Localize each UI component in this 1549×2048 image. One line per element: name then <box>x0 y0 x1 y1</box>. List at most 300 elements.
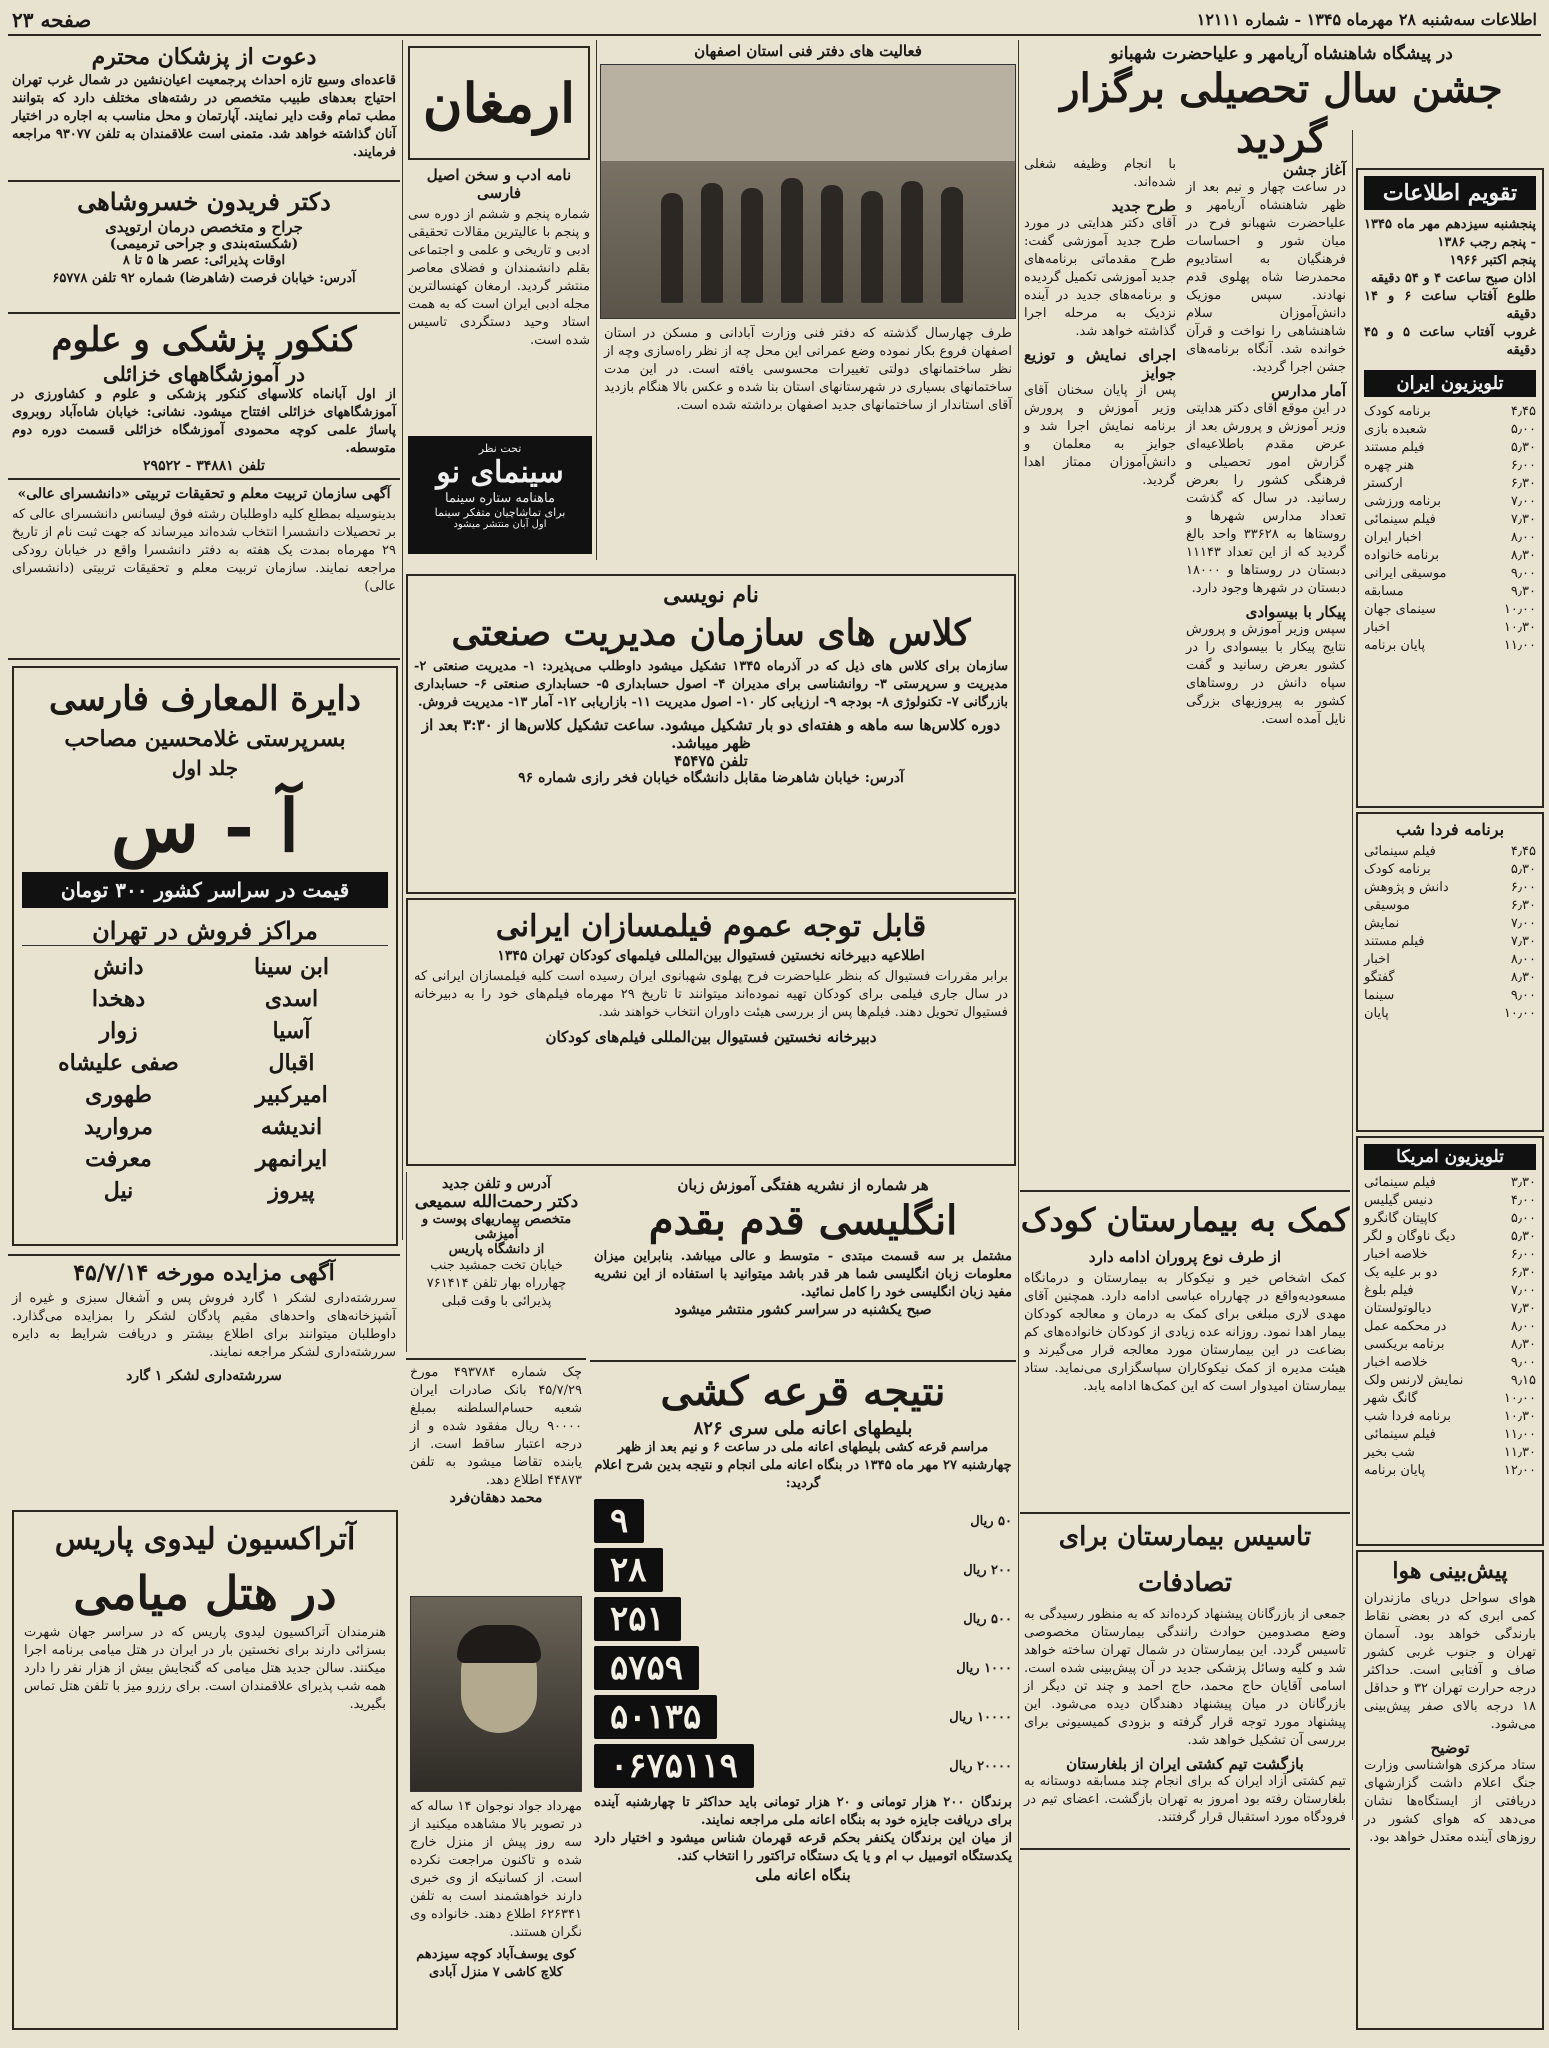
schedule-time: ۵٫۳۰ <box>1510 862 1536 877</box>
schedule-program: دنیس گیلیس <box>1364 1193 1433 1208</box>
schedule-row <box>1364 987 1536 1005</box>
english-kicker: هر شماره از نشریه هفتگی آموزش زبان <box>677 1176 929 1194</box>
khosroshahi-hours: اوقات پذیرائی: عصر ها ۵ تا ۸ <box>122 253 286 268</box>
shop-name: آسیا <box>272 1017 311 1044</box>
jashn-text: سپس وزیر آموزش و پرورش نتایج پیکار با بیسوادی را در کشور بعرض رسانید و گفت سپاه دانش در روستاهای کشور به پیروزیهای بزرگی نایل آمده است. <box>1186 622 1346 727</box>
dayereh-shops <box>22 946 388 1212</box>
schedule-row <box>1364 1390 1536 1408</box>
schedule-time: ۹٫۳۰ <box>1510 584 1536 599</box>
koodak-article <box>1020 1190 1350 1506</box>
jashn-text: در ساعت چهار و نیم بعد از ظهر شاهنشاه آریامهر و علیاحضرت شهبانو فرح در میان شور و احساسات فرهنگیان به استادیوم محمدرضا شاه پهلوی قدم نهادند. سپس موزیک دانش‌آموزان سلام شاهنشاهی را نواخت و قرآن خوانده شد. آنگاه برنامه‌های جشن اجرا گردید. <box>1186 180 1346 375</box>
dayereh-vol: جلد اول <box>171 756 239 780</box>
tv-tomorrow-title: برنامه فردا شب <box>1395 820 1505 839</box>
schedule-time: ۷٫۰۰ <box>1510 1283 1536 1298</box>
doctor-ad <box>8 42 400 182</box>
lottery-prize: ۱۰۰۰۰ ریال <box>949 1709 1012 1725</box>
isfahan-title: فعالیت های دفتر فنی استان اصفهان <box>694 42 922 60</box>
jashn-col1 <box>1182 156 1350 1186</box>
lottery-prize: ۵۰ ریال <box>970 1513 1012 1529</box>
shop-name: زوار <box>99 1017 138 1044</box>
rahmatollah-sub: متخصص بیماریهای پوست و آمیزشی <box>421 1212 572 1242</box>
film-ad <box>406 898 1016 1166</box>
tasadofat-title: تاسیس بیمارستان برای تصادفات <box>1058 1522 1312 1598</box>
schedule-program: نمایش <box>1364 916 1400 931</box>
missing-hair <box>457 1625 541 1663</box>
armaghan-sub: نامه ادب و سخن اصیل فارسی <box>426 166 572 202</box>
schedule-time: ۸٫۳۰ <box>1510 970 1536 985</box>
lottery-sub: بلیطهای اعانه ملی سری ۸۲۶ <box>693 1418 913 1439</box>
schedule-time: ۱۰٫۰۰ <box>1503 1391 1536 1406</box>
english-ad <box>590 1172 1016 1358</box>
schedule-program: برنامه ورزشی <box>1364 494 1441 509</box>
schedule-time: ۷٫۳۰ <box>1510 934 1536 949</box>
schedule-time: ۵٫۰۰ <box>1510 1211 1536 1226</box>
schedule-time: ۷٫۳۰ <box>1510 512 1536 527</box>
weather-title: پیش‌بینی هوا <box>1392 1558 1508 1584</box>
lottery-prize: ۲۰۰۰۰ ریال <box>949 1758 1012 1774</box>
schedule-program: فیلم مستند <box>1364 440 1425 455</box>
jashn-kicker: در پیشگاه شاهنشاه آریامهر و علیاحضرت شهبانو <box>1110 44 1453 64</box>
weather-note: ستاد مرکزی هواشناسی وزارت جنگ اعلام داشت گزارشهای دریافتی از ایستگاه‌ها نشان می‌دهد که هوای کشور در روزهای آینده معتدل خواهد بود. <box>1364 1758 1536 1845</box>
lottery-number: ۵۷۵۹ <box>594 1646 699 1690</box>
schedule-row <box>1364 547 1536 565</box>
schedule-program: ارکستر <box>1364 476 1403 491</box>
tv-iran-list <box>1364 403 1536 655</box>
schedule-program: برنامه خانواده <box>1364 548 1439 563</box>
dayereh-centers: مراکز فروش در تهران <box>22 916 388 946</box>
schedule-row <box>1364 843 1536 861</box>
schedule-row <box>1364 1228 1536 1246</box>
jashn-subhead: اجرای نمایش و توزیع جوایز <box>1024 346 1176 382</box>
photo-person <box>861 191 883 303</box>
armaghan-box <box>404 42 594 432</box>
namnevisi-title: کلاس های سازمان مدیریت صنعتی <box>451 612 971 654</box>
shop-name: دهخدا <box>91 985 146 1012</box>
schedule-row <box>1364 421 1536 439</box>
missing-foot: کوی یوسف‌آباد کوچه سیزدهم کلاچ کاشی ۷ منزل آبادی <box>416 1947 576 1980</box>
schedule-row <box>1364 601 1536 619</box>
schedule-program: در محکمه عمل <box>1364 1319 1447 1334</box>
schedule-program: فیلم سینمائی <box>1364 1427 1436 1442</box>
shop-name: اسدی <box>264 985 319 1012</box>
schedule-row <box>1364 529 1536 547</box>
photo-person <box>661 193 683 303</box>
schedule-row <box>1364 619 1536 637</box>
schedule-row <box>1364 457 1536 475</box>
sinama-title: سینمای نو <box>436 455 564 490</box>
konkoor-ad <box>8 318 400 480</box>
schedule-program: اخبار <box>1364 620 1390 635</box>
schedule-row <box>1364 861 1536 879</box>
taghvim-line: طلوع آفتاب ساعت ۶ و ۱۴ دقیقه <box>1364 289 1536 322</box>
schedule-row <box>1364 1336 1536 1354</box>
schedule-time: ۱۱٫۳۰ <box>1503 1445 1536 1460</box>
lottery-text2: برندگان ۲۰۰ هزار تومانی و ۲۰ هزار تومانی باید حداکثر تا چهارشنبه آینده برای دریافت جایزه خود به بنگاه اعانه ملی مراجعه نمایند. <box>594 1795 1012 1828</box>
jashn-subhead: طرح جدید <box>1111 197 1176 215</box>
photo-person <box>941 187 963 303</box>
tarbiat-title: آگهی سازمان تربیت معلم و تحقیقات تربیتی «دانشسرای عالی» <box>17 486 391 502</box>
shop-name: دانش <box>93 953 144 980</box>
taghvim-line: اذان صبح ساعت ۴ و ۵۴ دقیقه <box>1370 271 1536 286</box>
rahmatollah-name: دکتر رحمت‌الله سمیعی <box>414 1192 579 1212</box>
isfahan-photo <box>600 64 1016 319</box>
koodak-title: کمک به بیمارستان کودک <box>1020 1201 1350 1239</box>
schedule-time: ۱۰٫۰۰ <box>1503 1006 1536 1021</box>
tasadofat-text2: تیم کشتی آزاد ایران که برای انجام چند مسابقه دوستانه به بلغارستان رفته بود امروز به تهران بازگشت. اعضای تیم در فرودگاه مورد استقبال قرار گرفتند. <box>1024 1774 1346 1825</box>
schedule-program: پایان برنامه <box>1364 1463 1426 1478</box>
schedule-program: شعبده بازی <box>1364 422 1427 437</box>
lottery-title: نتیجه قرعه کشی <box>660 1368 946 1415</box>
tasadofat-news <box>1020 1512 1350 1844</box>
schedule-time: ۷٫۳۰ <box>1510 1301 1536 1316</box>
mozayede-foot: سررشته‌داری لشکر ۱ گارد <box>126 1368 282 1384</box>
schedule-program: دیگ ناوگان و لگر <box>1364 1229 1456 1244</box>
schedule-row <box>1364 439 1536 457</box>
schedule-program: گفتگو <box>1364 970 1395 985</box>
schedule-program: نمایش لارنس ولک <box>1364 1373 1464 1388</box>
koodak-text: کمک اشخاص خیر و نیکوکار به بیمارستان و درمانگاه مسعودیه‌واقع در چهارراه عباسی ادامه دارد. همچنین آقای مهدی لاری مبلغی برای کمک به درمان و معالجه کودکان بیمار اهدا نمود. روزانه عده زیادی از کودکان خانواده‌های کم بضاعت در این بیمارستان مورد معالجه قرار می‌گیرند و هیئت مدیره از کمک نیکوکاران سپاسگزاری می‌نماید. ستاد بیمارستان امیدوار است که این کمک‌ها ادامه یابد. <box>1024 1271 1346 1394</box>
schedule-time: ۶٫۳۰ <box>1510 1265 1536 1280</box>
schedule-row <box>1364 583 1536 601</box>
schedule-program: برنامه فردا شب <box>1364 1409 1452 1424</box>
sinama-foot: اول آبان منتشر میشود <box>453 519 547 530</box>
mozayede-title: آگهی مزایده مورخه ۴۵/۷/۱۴ <box>73 1260 335 1286</box>
schedule-row <box>1364 1210 1536 1228</box>
column-rule <box>596 40 597 560</box>
missing-photo <box>410 1596 582 1792</box>
schedule-row <box>1364 565 1536 583</box>
tv-america-box <box>1356 1136 1544 1546</box>
tv-america-list <box>1364 1174 1536 1480</box>
schedule-program: برنامه بریکسی <box>1364 1337 1445 1352</box>
schedule-row <box>1364 1318 1536 1336</box>
konkoor-sub: در آموزشگاههای خزائلی <box>103 362 305 386</box>
schedule-time: ۵٫۳۰ <box>1510 440 1536 455</box>
ladies-ad <box>12 1510 398 2030</box>
schedule-program: خلاصه اخبار <box>1364 1355 1428 1370</box>
schedule-time: ۸٫۳۰ <box>1510 548 1536 563</box>
schedule-row <box>1364 403 1536 421</box>
taghvim-line: پنجشنبه سیزدهم مهر ماه ۱۳۴۵ - پنجم رجب ۱۳۸۶ <box>1364 217 1536 250</box>
schedule-row <box>1364 933 1536 951</box>
dayereh-big: آ - س <box>111 783 299 868</box>
sinama-sub: ماهنامه ستاره سینما <box>445 491 555 506</box>
taghvim-box <box>1356 168 1544 808</box>
schedule-row <box>1364 1444 1536 1462</box>
lottery-number: ۹ <box>594 1499 644 1543</box>
schedule-row <box>1364 1005 1536 1023</box>
jashn-subhead: پیکار با بیسوادی <box>1245 603 1346 621</box>
lottery-row <box>594 1548 1012 1592</box>
tv-america-title: تلویزیون امریکا <box>1364 1144 1536 1170</box>
column-rule <box>1352 130 1353 1820</box>
lottery-text: مراسم قرعه کشی بلیطهای اعانه ملی در ساعت ۶ و نیم بعد از ظهر چهارشنبه ۲۷ مهر ماه ۱۳۴۵ در بنگاه اعانه ملی انجام و نتیجه بدین شرح اعلام گردید: <box>594 1440 1012 1491</box>
schedule-time: ۸٫۰۰ <box>1510 530 1536 545</box>
shop-name: ایرانمهر <box>255 1145 328 1172</box>
dayereh-ad <box>12 666 398 1246</box>
masthead-right: اطلاعات سه‌شنبه ۲۸ مهرماه ۱۳۴۵ - شماره ۱۲۱۱۱ <box>1196 10 1537 29</box>
mozayede-text: سررشته‌داری لشکر ۱ گارد فروش پس و آشغال سبزی و غیره از آشپزخانه‌های واحدهای مقیم پادگان لشکر را بمزایده می‌گذارد. داوطلبان میتوانند برای اطلاع بیشتر و دریافت شرایط به دایره سررشته‌داری لشکر مراجعه نمایند. <box>12 1291 396 1360</box>
schedule-program: موسیقی ایرانی <box>1364 566 1447 581</box>
photo-person <box>901 181 923 303</box>
schedule-time: ۸٫۰۰ <box>1510 1319 1536 1334</box>
khosroshahi-sub: جراح و متخصص درمان ارتوپدی <box>105 218 303 236</box>
lottery-number: ۰۶۷۵۱۱۹ <box>594 1744 754 1788</box>
schedule-program: دانش و پژوهش <box>1364 880 1449 895</box>
film-title: قابل توجه عموم فیلمسازان ایرانی <box>495 909 927 944</box>
armaghan-text: شماره پنجم و ششم از دوره سی و پنجم با عالیترین مقالات تحقیقی ادبی و تاریخی و علمی و اجتماعی بقلم دانشمندان و فضلای معاصر منتشر گردید. ارمغان کهنسالترین مجله ادبی ایران است که به همت استاد وحید دستگردی تاسیس شده است. <box>408 207 590 348</box>
schedule-time: ۹٫۰۰ <box>1510 1355 1536 1370</box>
tarbiat-text: بدینوسیله بمطلع کلیه داوطلبان رشته فوق لیسانس دانشسرای عالی که بر تحصیلات دانشسرا انتخاب شده‌اند میرساند که جهت ثبت نام از تاریخ ۲۹ مهرماه بمدت یک هفته به دفتر دانشسرا واقع در خیابان رودکی مراجعه نمایند. سازمان تربیت معلم و تحقیقات تربیتی (دانشسرای عالی) <box>12 507 396 594</box>
cheque-text: چک شماره ۴۹۳۷۸۴ مورخ ۴۵/۷/۲۹ بانک صادرات ایران شعبه حسام‌السلطنه بمبلغ ۹۰۰۰۰ ریال مفقود شده و از درجه اعتبار ساقط است. از یابنده تقاضا میشود به تلفن ۴۴۸۷۳ اطلاع دهد. <box>410 1365 582 1488</box>
english-text: مشتمل بر سه قسمت مبتدی - متوسط و عالی میباشد. بنابراین میزان معلومات زبان انگلیسی شما هر قدر باشد میتوانید با استفاده از این نشریه مفید زبان انگلیسی خود را کامل نمائید. <box>594 1249 1012 1300</box>
schedule-program: سینما <box>1364 988 1395 1003</box>
schedule-program: گانگ شهر <box>1364 1391 1418 1406</box>
konkoor-tel: تلفن ۳۴۸۸۱ - ۲۹۵۲۲ <box>143 458 265 474</box>
namnevisi-ad <box>406 574 1016 894</box>
shop-name: معرفت <box>85 1145 152 1172</box>
english-foot: صبح یکشنبه در سراسر کشور منتشر میشود <box>674 1302 932 1318</box>
lottery-row <box>594 1646 1012 1690</box>
shop-name: پیروز <box>268 1177 315 1204</box>
rahmatollah-ad <box>406 1172 586 1352</box>
tv-iran-title: تلویزیون ایران <box>1364 370 1536 397</box>
weather-box <box>1356 1550 1544 2030</box>
schedule-time: ۱۲٫۰۰ <box>1503 1463 1536 1478</box>
dayereh-price: قیمت در سراسر کشور ۳۰۰ تومان <box>22 872 388 908</box>
aragh-hidden <box>1020 1848 1350 1850</box>
photo-person <box>741 188 763 303</box>
taghvim-line: غروب آفتاب ساعت ۵ و ۴۵ دقیقه <box>1364 325 1536 358</box>
tasadofat-article <box>1020 1110 1022 1111</box>
schedule-row <box>1364 1462 1536 1480</box>
shop-name: صفی علیشاه <box>58 1049 179 1076</box>
lottery-row <box>594 1695 1012 1739</box>
schedule-time: ۱۱٫۰۰ <box>1503 638 1536 653</box>
shop-name: نیل <box>103 1177 134 1204</box>
shop-name: امیرکبیر <box>255 1081 328 1108</box>
schedule-row <box>1364 511 1536 529</box>
schedule-time: ۸٫۰۰ <box>1510 952 1536 967</box>
schedule-time: ۵٫۳۰ <box>1510 1229 1536 1244</box>
taghvim-line: پنجم اکتبر ۱۹۶۶ <box>1449 253 1536 268</box>
schedule-program: مسابقه <box>1364 584 1404 599</box>
khosroshahi-ad <box>8 186 400 314</box>
jashn-text: پس از پایان سخنان آقای وزیر آموزش و پرورش برنامه نمایش اجرا شد و جوایز به معلمان و دانش‌آموزان ممتاز اهدا گردید. <box>1024 383 1176 488</box>
schedule-program: شب بخیر <box>1364 1445 1415 1460</box>
schedule-time: ۷٫۰۰ <box>1510 916 1536 931</box>
schedule-program: فیلم بلوغ <box>1364 1283 1414 1298</box>
doctor-text: قاعده‌ای وسیع تازه احداث پرجمعیت اعیان‌نشین در شمال غرب تهران احتیاج بعدهای طبیب متخصص در رشته‌های مختلف دارد که بتوانند مطب تمام وقت دایر نمایند. آپارتمان و محل مناسب به اجاره در اختیار آنان گذاشته خواهد شد. متمنی است علاقمندان به تلفن ۹۳۰۷۷ مراجعه فرمایند. <box>12 73 396 160</box>
tarbiat-ad <box>8 484 400 660</box>
namnevisi-text: سازمان برای کلاس های ذیل که در آذرماه ۱۳۴۵ تشکیل میشود داوطلب می‌پذیرد: ۱- مدیریت صنعتی ۲- مدیریت و سرپرستی ۳- روانشناسی برای مدیران ۴- اصول حسابداری ۵- حسابداری صنعتی ۶- حسابداری بازرگانی ۷- تکنولوژی ۸- بودجه ۹- ارزیابی کار ۱۰- اصول مدیریت ۱۱- بازاریابی ۱۲- آمار ۱۳- مدیریت فروش. <box>414 659 1008 710</box>
rahmatollah-text: خیابان تخت جمشید جنب چهارراه بهار تلفن ۷۶۱۴۱۴ پذیرائی با وقت قبلی <box>426 1258 567 1309</box>
ladies-big: در هتل میامی <box>73 1566 337 1620</box>
schedule-time: ۴٫۴۵ <box>1510 404 1536 419</box>
photo-person <box>781 178 803 303</box>
lottery-numbers <box>594 1499 1012 1788</box>
schedule-time: ۵٫۰۰ <box>1510 422 1536 437</box>
jashn-subhead: آغاز جشن <box>1282 161 1346 179</box>
schedule-row <box>1364 969 1536 987</box>
schedule-program: هنر چهره <box>1364 458 1415 473</box>
film-sub: اطلاعیه دبیرخانه نخستین فستیوال بین‌المللی فیلمهای کودکان تهران ۱۳۴۵ <box>497 948 925 964</box>
schedule-program: فیلم سینمائی <box>1364 1175 1436 1190</box>
jashn-text: در این موقع آقای دکتر هدایتی وزیر آموزش و پرورش بعد از عرض مقدم باطلاعیه‌ای گزارش امور تحصیلی و فرهنگی کشور را بعرض رسانید. در سال که گذشت تعداد مدارس شهرها و روستاها به ۳۳۶۲۸ واحد بالغ گردید که از این تعداد ۱۱۱۴۳ دبستان در روستاها و ۱۸۰۰۰ دبستان در شهرها وجود دارد. <box>1186 401 1346 596</box>
jashn-subhead: آمار مدارس <box>1271 382 1346 400</box>
tasadofat-subhead: بازگشت تیم کشتی ایران از بلغارستان <box>1066 1755 1304 1773</box>
schedule-program: کاپیتان گانگرو <box>1364 1211 1438 1226</box>
schedule-time: ۹٫۱۵ <box>1510 1373 1536 1388</box>
english-title: انگلیسی قدم بقدم <box>648 1197 958 1244</box>
khosroshahi-sub2: (شکسته‌بندی و جراحی ترمیمی) <box>109 236 299 252</box>
sinama-ad <box>408 436 592 554</box>
schedule-row <box>1364 1426 1536 1444</box>
sinama-kicker: تحت نظر <box>478 442 522 455</box>
weather-text: هوای سواحل دریای مازندران کمی ابری که در بعضی نقاط بارندگی خواهد بود. آسمان تهران و جنوب غربی کشور صاف و آفتابی است. حداکثر درجه حرارت تهران ۳۲ و حداقل ۱۸ درجه بالای صفر پیش‌بینی می‌شود. <box>1364 1591 1537 1732</box>
lottery-box <box>590 1360 1016 2032</box>
schedule-time: ۱۰٫۰۰ <box>1503 602 1536 617</box>
lottery-foot: بنگاه اعانه ملی <box>755 1866 851 1884</box>
schedule-time: ۷٫۰۰ <box>1510 494 1536 509</box>
sinama-note: برای تماشاچیان متفکر سینما <box>434 506 566 519</box>
namnevisi-tel: تلفن ۴۵۴۷۵ <box>674 752 748 770</box>
schedule-row <box>1364 1246 1536 1264</box>
schedule-row <box>1364 915 1536 933</box>
schedule-program: دیالوتولستان <box>1364 1301 1432 1316</box>
schedule-time: ۶٫۰۰ <box>1510 1247 1536 1262</box>
lottery-row <box>594 1597 1012 1641</box>
masthead <box>8 6 1541 36</box>
lottery-prize: ۲۰۰ ریال <box>963 1562 1012 1578</box>
jashn-title: جشن سال تحصیلی برگزار گردید <box>1060 65 1503 162</box>
schedule-row <box>1364 951 1536 969</box>
lottery-number: ۲۸ <box>594 1548 663 1592</box>
shop-name: مروارید <box>84 1113 153 1140</box>
schedule-time: ۴٫۴۵ <box>1510 844 1536 859</box>
lottery-row <box>594 1499 1012 1543</box>
isfahan-caption: طرف چهارسال گذشته که دفتر فنی وزارت آبادانی و مسکن در استان اصفهان فروع بکار نموده وضع عمرانی این محل چه از نظر راه‌سازی وچه از نظر ساختمانهای دولتی تغییرات محسوسی یافته است. در این مدت ساختمانهای بسیاری در شهرستانهای استان بنا شده و عکس بالا هنگام بازدید آقای استاندار از ساختمانهای جدید اصفهان برداشته شده است. <box>604 326 1012 413</box>
schedule-row <box>1364 1354 1536 1372</box>
jashn-text: با انجام وظیفه شغلی شده‌اند. <box>1024 157 1176 190</box>
schedule-row <box>1364 879 1536 897</box>
mozayede-ad <box>8 1254 400 1504</box>
schedule-row <box>1364 1408 1536 1426</box>
lottery-number: ۲۵۱ <box>594 1597 681 1641</box>
schedule-program: پایان <box>1364 1006 1389 1021</box>
schedule-program: موسیقی <box>1364 898 1410 913</box>
khosroshahi-title: دکتر فریدون خسروشاهی <box>77 187 331 216</box>
schedule-row <box>1364 1300 1536 1318</box>
schedule-row <box>1364 1174 1536 1192</box>
tv-tomorrow-box <box>1356 812 1544 1132</box>
schedule-time: ۱۰٫۳۰ <box>1503 1409 1536 1424</box>
doctor-title: دعوت از پزشکان محترم <box>91 44 317 70</box>
rahmatollah-title: آدرس و تلفن جدید <box>442 1176 551 1192</box>
schedule-program: برنامه کودک <box>1364 404 1431 419</box>
schedule-program: فیلم مستند <box>1364 934 1425 949</box>
lottery-prize: ۵۰۰ ریال <box>963 1611 1012 1627</box>
schedule-program: پایان برنامه <box>1364 638 1426 653</box>
schedule-row <box>1364 1282 1536 1300</box>
dayereh-sub: بسرپرستی غلامحسین مصاحب <box>64 726 346 752</box>
schedule-time: ۶٫۳۰ <box>1510 898 1536 913</box>
ladies-text: هنرمندان آتراکسیون لیدوی پاریس که در سراسر جهان شهرت بسزائی دارند برای نخستین بار در ایران در هتل میامی برنامه اجرا میکنند. سالن جدید هتل میامی که گنجایش بیش از هزار نفر را دارد همه شب پذیرای علاقمندان است. برای رزرو میز با تلفن هتل تماس بگیرید. <box>24 1625 386 1712</box>
taghvim-title: تقویم اطلاعات <box>1364 176 1536 210</box>
cheque-ad <box>406 1358 586 1588</box>
tasadofat-text: جمعی از بازرگانان پیشنهاد کرده‌اند که به منظور رسیدگی به وضع مصدومین حوادث رانندگی بیمارستان مخصوصی تاسیس گردد. این بیمارستان در شمال تهران ساخته خواهد شد و کلیه وسائل پزشکی جدید در آن پیش‌بینی شده است. اسامی آقایان حاج محمد، حاج احمد و چند تن دیگر از بازرگانان در میان پیشنهاد دهندگان دیده می‌شود. این پیشنهاد مورد توجه قرار گرفته و بزودی کمیسیونی برای بررسی آن تشکیل خواهد شد. <box>1024 1607 1346 1748</box>
schedule-program: اخبار ایران <box>1364 530 1422 545</box>
schedule-time: ۴٫۰۰ <box>1510 1193 1536 1208</box>
shop-name: اقبال <box>268 1049 315 1076</box>
schedule-row <box>1364 1264 1536 1282</box>
ladies-title: آتراکسیون لیدوی پاریس <box>54 1522 356 1557</box>
lottery-text3: از میان این برندگان یکنفر بحکم قرعه قهرمان شناس میشود و اختیار دارد یکدستگاه اتومبیل ب ام و یا یک دستگاه تراکتور را انتخاب کند. <box>594 1831 1012 1864</box>
schedule-program: دو بر علیه یک <box>1364 1265 1438 1280</box>
film-text: برابر مقررات فستیوال که بنظر علیاحضرت فرح پهلوی شهبانوی ایران رسیده است کلیه فیلمسازان ایرانی که در سال جاری فیلمی برای کودکان تهیه نموده‌اند میتوانند تا تاریخ ۲۹ مهرماه فیلم‌های خود را به دبیرخانه فستیوال تحویل دهند. فیلم‌ها پس از بررسی هیئت داوران انتخاب خواهند شد. <box>414 969 1008 1020</box>
isfahan-article <box>600 42 1016 562</box>
schedule-row <box>1364 475 1536 493</box>
lottery-row <box>594 1744 1012 1788</box>
lottery-number: ۵۰۱۳۵ <box>594 1695 717 1739</box>
schedule-row <box>1364 1372 1536 1390</box>
column-rule <box>402 40 403 1240</box>
missing-text: مهرداد جواد نوجوان ۱۴ ساله که در تصویر بالا مشاهده میکنید از سه روز پیش از منزل خارج شده و تاکنون مراجعت نکرده است. از کسانیکه از وی خبری دارند خواهشمند است به تلفن ۶۲۶۳۴۱ اطلاع دهند. خانواده وی نگران هستند. <box>410 1799 582 1940</box>
jashn-col2 <box>1020 156 1180 1186</box>
schedule-program: برنامه کودک <box>1364 862 1431 877</box>
schedule-time: ۱۰٫۳۰ <box>1503 620 1536 635</box>
namnevisi-kicker: نام نویسی <box>663 582 759 608</box>
schedule-row <box>1364 897 1536 915</box>
shop-name: ابن سینا <box>253 953 330 980</box>
jashn-text: آقای دکتر هدایتی در مورد طرح جدید آموزشی گفت: طرح مقدماتی برنامه‌های جدید آموزشی تکمیل گردیده و برنامه‌های جدید در آینده نزدیک به مرحله اجرا گذاشته خواهد شد. <box>1024 216 1176 339</box>
armaghan-logo: ارمغان <box>408 46 590 160</box>
missing-notice <box>406 1592 586 2032</box>
schedule-time: ۹٫۰۰ <box>1510 988 1536 1003</box>
lottery-prize: ۱۰۰۰ ریال <box>956 1660 1012 1676</box>
schedule-program: اخبار <box>1364 952 1390 967</box>
jashn-article <box>1018 40 1545 162</box>
konkoor-title: کنکور پزشکی و علوم <box>51 320 357 360</box>
shop-name: اندیشه <box>260 1113 323 1140</box>
shop-name: طهوری <box>85 1081 152 1108</box>
schedule-program: فیلم سینمائی <box>1364 512 1436 527</box>
schedule-time: ۹٫۰۰ <box>1510 566 1536 581</box>
schedule-program: فیلم سینمائی <box>1364 844 1436 859</box>
schedule-time: ۶٫۰۰ <box>1510 458 1536 473</box>
konkoor-text: از اول آبانماه کلاسهای کنکور پزشکی و علوم و کشاورزی در آموزشگاههای خزائلی افتتاح میشود. نشانی: خیابان شاه‌آباد روبروی پاساژ علمی کوچه محمودی آموزشگاه خزائلی قسمت دوره دوم متوسطه. <box>12 387 396 456</box>
schedule-time: ۶٫۳۰ <box>1510 476 1536 491</box>
tv-tomorrow-list <box>1364 843 1536 1023</box>
column-rule <box>1018 40 1019 2030</box>
schedule-row <box>1364 1192 1536 1210</box>
schedule-row <box>1364 637 1536 655</box>
dayereh-title: دایرة المعارف فارسی <box>48 679 362 719</box>
koodak-sub: از طرف نوع پروران ادامه دارد <box>1088 1248 1282 1266</box>
schedule-time: ۸٫۳۰ <box>1510 1337 1536 1352</box>
rahmatollah-sub2: از دانشگاه پاریس <box>448 1242 545 1257</box>
schedule-time: ۶٫۰۰ <box>1510 880 1536 895</box>
photo-sky <box>601 65 1015 161</box>
schedule-program: سینمای جهان <box>1364 602 1437 617</box>
photo-person <box>821 185 843 303</box>
schedule-row <box>1364 493 1536 511</box>
cheque-name: محمد دهقان‌فرد <box>449 1490 543 1506</box>
weather-subhead: توضیح <box>1430 1739 1470 1757</box>
photo-person <box>701 183 723 303</box>
namnevisi-text2: دوره کلاس‌ها سه ماهه و هفته‌ای دو بار تشکیل میشود. ساعت تشکیل کلاس‌ها از ۳:۳۰ بعد از ظهر میباشد. <box>421 716 1001 752</box>
khosroshahi-addr: آدرس: خیابان فرصت (شاهرضا) شماره ۹۲ تلفن ۶۵۷۷۸ <box>52 271 356 286</box>
